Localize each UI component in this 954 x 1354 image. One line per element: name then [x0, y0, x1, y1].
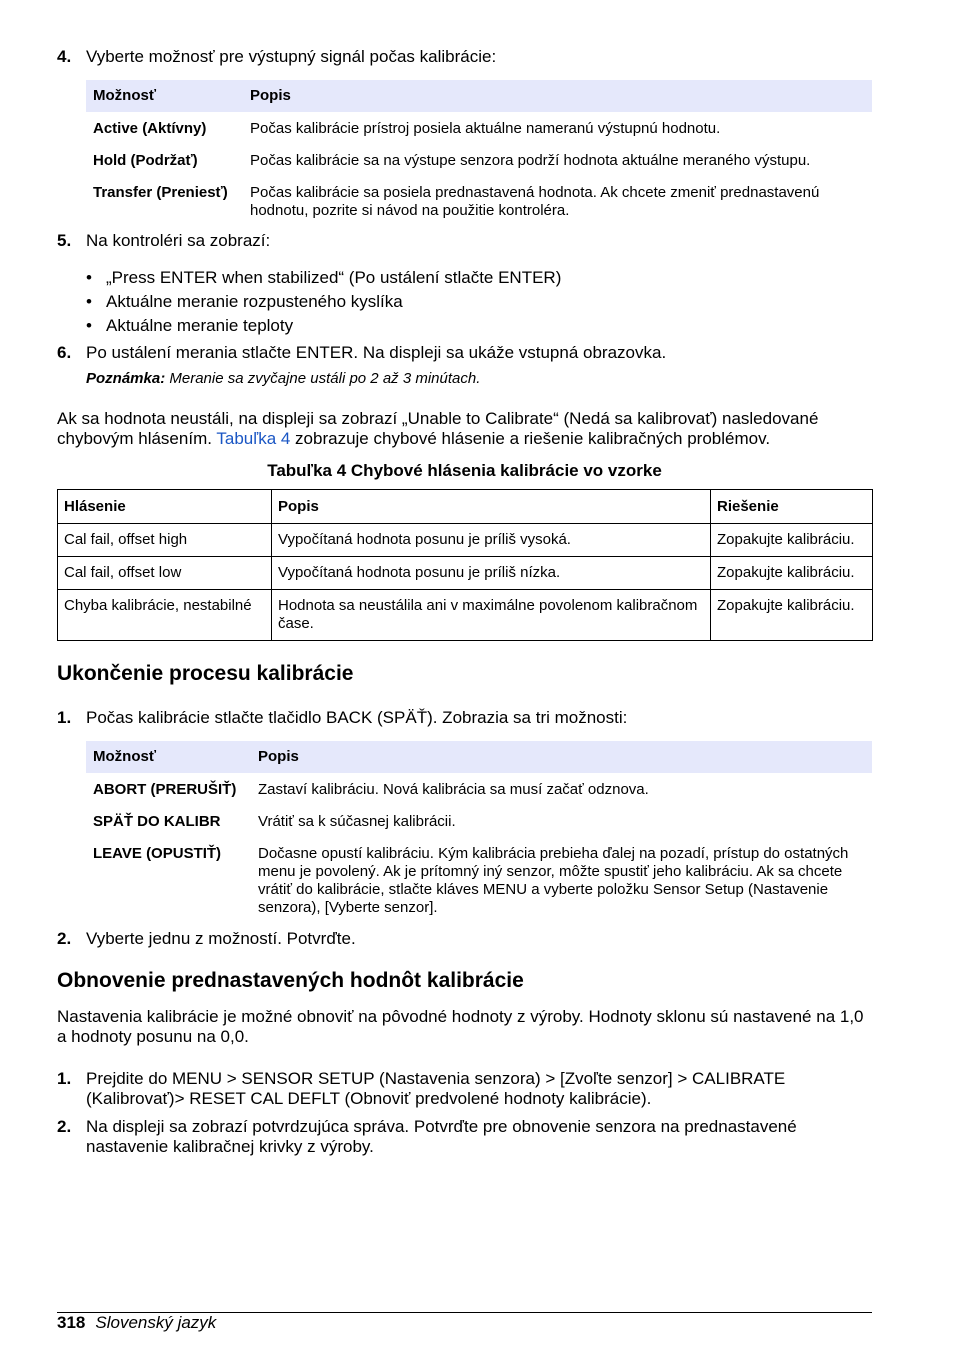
message-cell: Chyba kalibrácie, nestabilné	[58, 590, 272, 641]
table-row	[58, 524, 873, 557]
output-options-table	[86, 80, 872, 226]
step-text: Na displeji sa zobrazí potvrdzujúca správa. Potvrďte pre obnovenie senzora na prednastavené nastavenie kalibračnej krivky z výroby.	[86, 1117, 797, 1156]
step-text: Po ustálení merania stlačte ENTER. Na displeji sa ukáže vstupná obrazovka.	[86, 343, 667, 362]
desc-cell: Vypočítaná hodnota posunu je príliš vysoká.	[272, 524, 711, 557]
para-text-after: zobrazuje chybové hlásenie a riešenie kalibračných problémov.	[290, 429, 771, 448]
table-row	[86, 805, 872, 837]
step-text: Vyberte jednu z možností. Potvrďte.	[86, 929, 356, 948]
footer-language: Slovenský jazyk	[95, 1313, 217, 1332]
header-solution: Riešenie	[711, 490, 873, 524]
step-number: 1.	[57, 1069, 72, 1088]
desc-cell: Počas kalibrácie prístroj posiela aktuálne nameranú výstupnú hodnotu.	[250, 120, 721, 137]
table-row	[86, 773, 872, 805]
para-text-before: Ak sa hodnota neustáli, na displeji sa zobrazí „Unable to Calibrate“ (Nedá sa kalibrovať) nasledované chybovým hlásením.	[57, 409, 819, 448]
page-number: 318	[57, 1313, 86, 1332]
bullet-dot: •	[86, 316, 92, 335]
error-messages-table	[57, 489, 873, 641]
solution-cell: Zopakujte kalibráciu.	[711, 590, 873, 641]
step-number: 1.	[57, 708, 72, 727]
table-row	[86, 144, 872, 176]
solution-cell: Zopakujte kalibráciu.	[711, 557, 873, 590]
bullet-text: „Press ENTER when stabilized“ (Po ustálení stlačte ENTER)	[106, 268, 562, 287]
back-options-table	[86, 741, 872, 923]
message-cell: Cal fail, offset low	[58, 557, 272, 590]
step-text: Počas kalibrácie stlačte tlačidlo BACK (SPÄŤ). Zobrazia sa tri možnosti:	[86, 708, 628, 727]
desc-cell: Zastaví kalibráciu. Nová kalibrácia sa musí začať odznova.	[258, 781, 649, 798]
option-cell: SPÄŤ DO KALIBR	[93, 813, 221, 830]
table-4-caption: Tabuľka 4 Chybové hlásenia kalibrácie vo vzorke	[267, 461, 662, 480]
section-heading: Obnovenie prednastavených hodnôt kalibrácie	[57, 969, 524, 992]
note-label: Poznámka:	[86, 370, 166, 387]
desc-cell: Počas kalibrácie sa posiela prednastavená hodnota. Ak chcete zmeniť prednastavenú hodnotu, pozrite si návod na použitie kontroléra.	[250, 184, 820, 219]
desc-cell: Vypočítaná hodnota posunu je príliš nízka.	[272, 557, 711, 590]
table-row	[58, 590, 873, 641]
desc-cell: Hodnota sa neustálila ani v maximálne povolenom kalibračnom čase.	[272, 590, 711, 641]
desc-cell: Dočasne opustí kalibráciu. Kým kalibrácia prebieha ďalej na pozadí, prístup do ostatných menu je povolený. Ak je prítomný iný senzor, môžte spustiť jeho kalibráciu. Ak sa chcete vrátiť do kalibrácie, stlačte kláves MENU a vyberte položku Sensor Setup (Nastavenie senzora), [Vyberte senzor].	[258, 845, 849, 916]
table-row	[58, 557, 873, 590]
header-option: Možnosť	[93, 87, 157, 104]
header-option: Možnosť	[93, 748, 157, 765]
step-number: 6.	[57, 343, 72, 362]
header-desc: Popis	[250, 87, 291, 104]
step-text: Prejdite do MENU > SENSOR SETUP (Nastavenia senzora) > [Zvoľte senzor] > CALIBRATE (Kalibrovať)> RESET CAL DEFLT (Obnoviť predvolené hodnoty kalibrácie).	[86, 1069, 786, 1108]
option-cell: LEAVE (OPUSTIŤ)	[93, 845, 222, 862]
message-cell: Cal fail, offset high	[58, 524, 272, 557]
header-desc: Popis	[272, 490, 711, 524]
table-header	[86, 741, 872, 773]
solution-cell: Zopakujte kalibráciu.	[711, 524, 873, 557]
step-text: Na kontroléri sa zobrazí:	[86, 231, 271, 250]
bullet-text: Aktuálne meranie teploty	[106, 316, 294, 335]
table-row	[86, 112, 872, 144]
table-row	[86, 837, 872, 923]
table-4-link[interactable]: Tabuľka 4	[216, 429, 291, 448]
bullet-dot: •	[86, 292, 92, 311]
step-number: 4.	[57, 47, 72, 66]
option-cell: ABORT (PRERUŠIŤ)	[93, 781, 237, 798]
option-cell: Hold (Podržať)	[93, 152, 198, 169]
table-header	[86, 80, 872, 112]
step-text: Vyberte možnosť pre výstupný signál počas kalibrácie:	[86, 47, 497, 66]
header-desc: Popis	[258, 748, 299, 765]
table-header	[58, 490, 873, 524]
step-number: 2.	[57, 1117, 72, 1136]
bullet-text: Aktuálne meranie rozpusteného kyslíka	[106, 292, 403, 311]
header-message: Hlásenie	[58, 490, 272, 524]
table-row	[86, 176, 872, 226]
note	[86, 370, 480, 388]
section-heading: Ukončenie procesu kalibrácie	[57, 662, 354, 685]
note-text: Meranie sa zvyčajne ustáli po 2 až 3 minútach.	[169, 370, 481, 387]
desc-cell: Vrátiť sa k súčasnej kalibrácii.	[258, 813, 456, 830]
page-footer	[57, 1313, 216, 1333]
step-number: 5.	[57, 231, 72, 250]
paragraph-unable-to-calibrate	[57, 409, 877, 449]
bullet-dot: •	[86, 268, 92, 287]
option-cell: Transfer (Preniesť)	[93, 184, 228, 201]
option-cell: Active (Aktívny)	[93, 120, 207, 137]
step-number: 2.	[57, 929, 72, 948]
section2-intro: Nastavenia kalibrácie je možné obnoviť na pôvodné hodnoty z výroby. Hodnoty sklonu sú nastavené na 1,0 a hodnoty posunu na 0,0.	[57, 1007, 864, 1046]
desc-cell: Počas kalibrácie sa na výstupe senzora podrží hodnota aktuálne meraného výstupu.	[250, 152, 811, 169]
